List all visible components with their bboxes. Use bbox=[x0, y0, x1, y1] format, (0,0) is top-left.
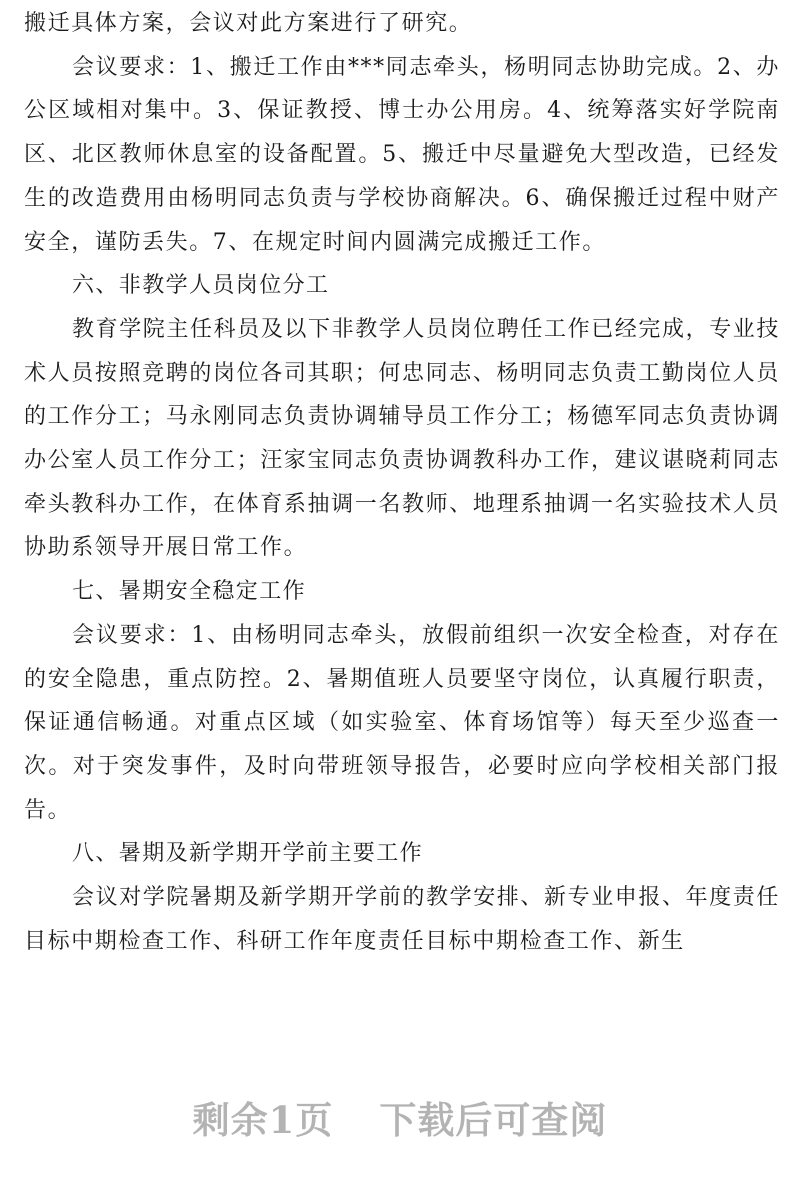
section-heading-8: 八、暑期及新学期开学前主要工作 bbox=[72, 841, 424, 867]
paragraph-relocation-plan: 搬迁具体方案，会议对此方案进行了研究。 bbox=[24, 11, 473, 36]
section-heading-7: 七、暑期安全稳定工作 bbox=[72, 579, 307, 605]
remaining-pages-label: 剩余1页 bbox=[192, 1098, 334, 1142]
paragraph-summer-safety: 会议要求：1、由杨明同志牵头，放假前组织一次安全检查，对存在的安全隐患，重点防控。2、暑期值班人员要坚守岗位，认真履行职责，保证通信畅通。对重点区域（如实验室、体育场馆等）每天至少巡查一次。对于突发事件，及时向带班领导报告，必要时应向学校相关部门报告。 bbox=[24, 622, 780, 823]
section-heading-6: 六、非教学人员岗位分工 bbox=[72, 273, 330, 299]
paragraph-staff-assignment: 教育学院主任科员及以下非教学人员岗位聘任工作已经完成，专业技术人员按照竞聘的岗位各司其职；何忠同志、杨明同志负责工勤岗位人员的工作分工；马永刚同志负责协调辅导员工作分工；杨德军同志负责协调办公室人员工作分工；汪家宝同志负责协调教科办工作，建议谌晓莉同志牵头教科办工作，在体育系抽调一名教师、地理系抽调一名实验技术人员协助系领导开展日常工作。 bbox=[24, 316, 781, 561]
paragraph-summer-work: 会议对学院暑期及新学期开学前的教学安排、新专业申报、年度责任目标中期检查工作、科研工作年度责任目标中期检查工作、新生 bbox=[24, 885, 781, 954]
paragraph-relocation-requirements: 会议要求：1、搬迁工作由***同志牵头，杨明同志协助完成。2、办公区域相对集中。3、保证教授、博士办公用房。4、统筹落实好学院南区、北区教师休息室的设备配置。5、搬迁中尽量避免大型改造，已经发生的改造费用由杨明同志负责与学校协商解决。6、确保搬迁过程中财产安全，谨防丢失。7、在规定时间内圆满完成搬迁工作。 bbox=[24, 54, 780, 255]
document-body bbox=[24, 2, 780, 963]
download-prompt[interactable] bbox=[0, 1090, 800, 1144]
download-to-view-label: 下载后可查阅 bbox=[379, 1098, 608, 1142]
